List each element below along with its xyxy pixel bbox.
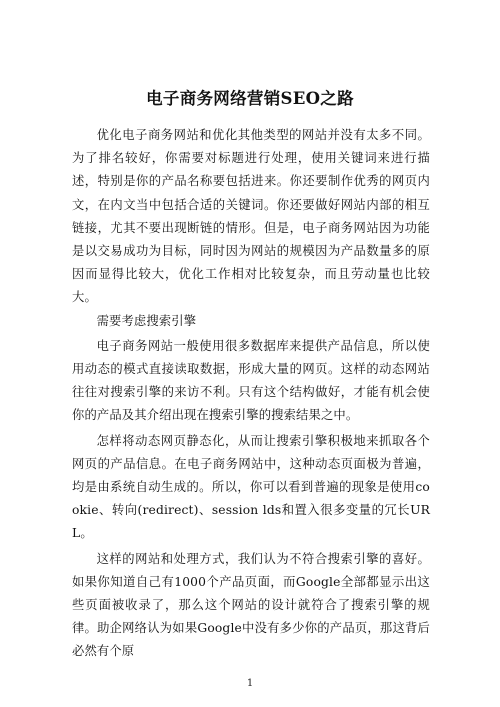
document-body bbox=[72, 124, 430, 664]
document-title: 电子商务网络营销SEO之路 bbox=[146, 89, 354, 108]
paragraph-database: 电子商务网站一般使用很多数据库来提供产品信息，所以使用动态的模式直接读取数据，形成大量的网页。这样的动态网站往往对搜索引擎的来访不利。只有这个结构做好，才能有机会使你的产品及其介绍出现在搜索引擎的搜索结果之中。 bbox=[72, 338, 430, 423]
paragraph-google: 这样的网站和处理方式，我们认为不符合搜索引擎的喜好。如果你知道自己有1000个产品页面，而Google全部都显示出这些页面被收录了，那么这个网站的设计就符合了搜索引擎的规律。助企网络认为如果Google中没有多少你的产品页，那这背后必然有个原 bbox=[72, 551, 430, 659]
paragraph-static-pages: 怎样将动态网页静态化，从而让搜索引擎积极地来抓取各个网页的产品信息。在电子商务网站中，这种动态页面极为普遍，均是由系统自动生成的。所以，你可以看到普遍的现象是使用cookie、转向(redirect)、session lds和置入很多变量的冗长URL。 bbox=[72, 433, 430, 541]
page-number: 1 bbox=[246, 678, 254, 689]
paragraph-subheading: 需要考虑搜索引擎 bbox=[96, 313, 197, 328]
paragraph-intro: 优化电子商务网站和优化其他类型的网站并没有太多不同。为了排名较好，你需要对标题进行处理，使用关键词来进行描述，特别是你的产品名称要包括进来。你还要制作优秀的网页内文，在内文当中包括合适的关键词。你还要做好网站内部的相互链接，尤其不要出现断链的情形。但是，电子商务网站因为功能是以交易成功为目标，同时因为网站的规模因为产品数量多的原因而显得比较大，优化工作相对比较复杂，而且劳动量也比较大。 bbox=[72, 128, 430, 305]
